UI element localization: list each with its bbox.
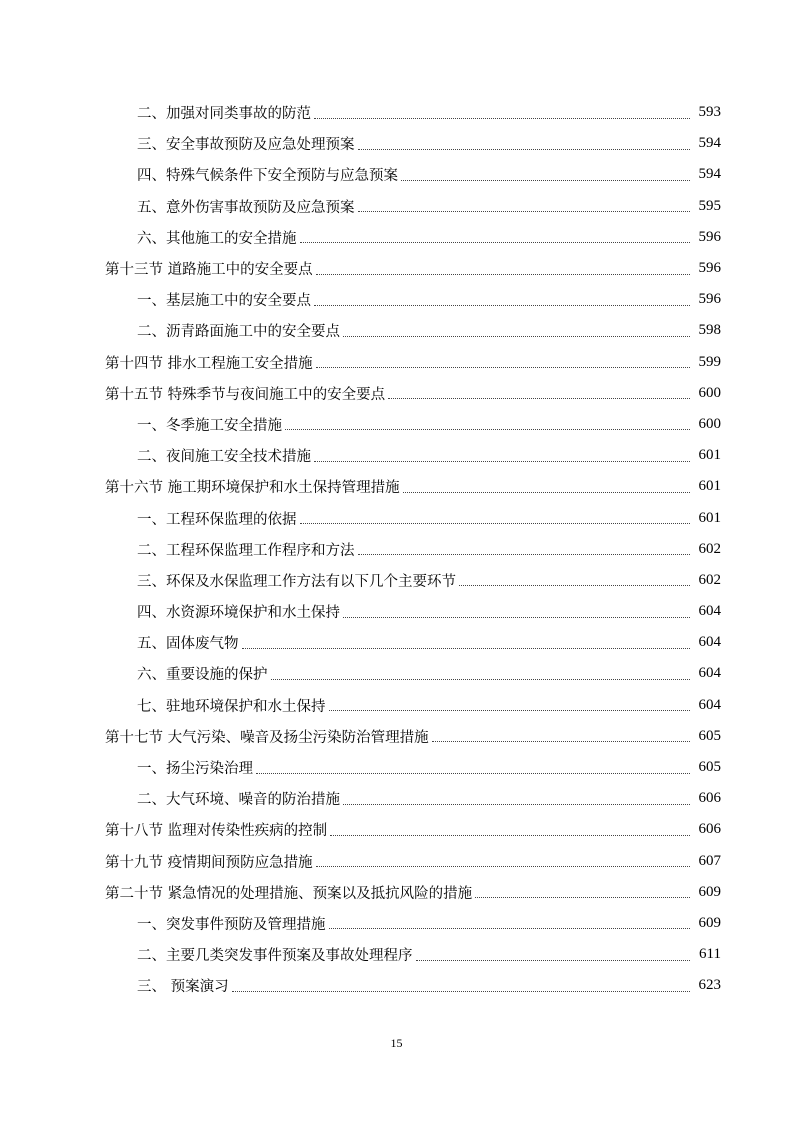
toc-entry-page: 606	[698, 821, 721, 838]
toc-subsection-entry[interactable]	[0, 565, 793, 596]
toc-entry-title: 二、沥青路面施工中的安全要点	[137, 324, 340, 341]
toc-entry-page: 594	[698, 166, 721, 183]
toc-section-entry[interactable]	[0, 253, 793, 284]
dot-leader	[388, 397, 690, 399]
toc-entry-page: 602	[698, 571, 721, 588]
toc-entry-title: 第十六节 施工期环境保护和水土保持管理措施	[105, 480, 400, 497]
toc-subsection-entry[interactable]	[0, 159, 793, 190]
dot-leader	[459, 584, 690, 586]
toc-subsection-entry[interactable]	[0, 970, 793, 1001]
toc-subsection-entry[interactable]	[0, 191, 793, 222]
toc-entry-title: 二、大气环境、噪音的防治措施	[137, 792, 340, 809]
dot-leader	[329, 709, 691, 711]
toc-subsection-entry[interactable]	[0, 502, 793, 533]
toc-entry-title: 四、特殊气候条件下安全预防与应急预案	[137, 168, 398, 185]
toc-entry-title: 一、工程环保监理的依据	[137, 511, 297, 528]
toc-section-entry[interactable]	[0, 877, 793, 908]
dot-leader	[271, 678, 691, 680]
dot-leader	[314, 460, 690, 462]
toc-section-entry[interactable]	[0, 721, 793, 752]
toc-subsection-entry[interactable]	[0, 690, 793, 721]
toc-subsection-entry[interactable]	[0, 128, 793, 159]
toc-entry-title: 一、冬季施工安全措施	[137, 417, 282, 434]
toc-subsection-entry[interactable]	[0, 752, 793, 783]
dot-leader	[314, 117, 690, 119]
toc-entry-page: 598	[698, 322, 721, 339]
dot-leader	[300, 522, 691, 524]
toc-subsection-entry[interactable]	[0, 939, 793, 970]
toc-entry-page: 609	[698, 883, 721, 900]
toc-subsection-entry[interactable]	[0, 315, 793, 346]
toc-entry-page: 605	[698, 759, 721, 776]
dot-leader	[416, 959, 691, 961]
dot-leader	[316, 366, 690, 368]
toc-entry-page: 604	[698, 634, 721, 651]
toc-section-entry[interactable]	[0, 378, 793, 409]
toc-subsection-entry[interactable]	[0, 222, 793, 253]
toc-entry-page: 596	[698, 260, 721, 277]
dot-leader	[401, 179, 690, 181]
toc-entry-title: 二、加强对同类事故的防范	[137, 106, 311, 123]
toc-entry-title: 第十七节 大气污染、噪音及扬尘污染防治管理措施	[105, 729, 429, 746]
toc-entry-title: 第十四节 排水工程施工安全措施	[105, 355, 313, 372]
toc-entry-page: 593	[698, 104, 721, 121]
dot-leader	[316, 865, 690, 867]
toc-entry-title: 五、意外伤害事故预防及应急预案	[137, 199, 355, 216]
toc-section-entry[interactable]	[0, 347, 793, 378]
toc-entry-page: 623	[698, 977, 721, 994]
toc-entry-title: 三、安全事故预防及应急处理预案	[137, 137, 355, 154]
dot-leader	[432, 740, 690, 742]
toc-subsection-entry[interactable]	[0, 783, 793, 814]
toc-entry-title: 三、环保及水保监理工作方法有以下几个主要环节	[137, 573, 456, 590]
toc-entry-title: 三、 预案演习	[137, 979, 229, 996]
toc-entry-page: 611	[699, 946, 721, 963]
dot-leader	[329, 927, 691, 929]
toc-entry-page: 604	[698, 665, 721, 682]
toc-subsection-entry[interactable]	[0, 409, 793, 440]
dot-leader	[343, 335, 690, 337]
dot-leader	[403, 491, 690, 493]
toc-entry-title: 二、夜间施工安全技术措施	[137, 449, 311, 466]
toc-entry-title: 第十五节 特殊季节与夜间施工中的安全要点	[105, 386, 386, 403]
toc-entry-title: 六、其他施工的安全措施	[137, 230, 297, 247]
toc-entry-page: 604	[698, 603, 721, 620]
dot-leader	[285, 428, 690, 430]
dot-leader	[330, 834, 690, 836]
toc-entry-title: 一、扬尘污染治理	[137, 761, 253, 778]
toc-subsection-entry[interactable]	[0, 908, 793, 939]
toc-entry-title: 一、基层施工中的安全要点	[137, 293, 311, 310]
toc-section-entry[interactable]	[0, 814, 793, 845]
toc-entry-title: 第二十节 紧急情况的处理措施、预案以及抵抗风险的措施	[105, 885, 473, 902]
toc-entry-page: 600	[698, 384, 721, 401]
dot-leader	[256, 772, 690, 774]
toc-entry-page: 601	[698, 478, 721, 495]
dot-leader	[314, 304, 690, 306]
toc-entry-title: 四、水资源环境保护和水土保持	[137, 605, 340, 622]
toc-section-entry[interactable]	[0, 471, 793, 502]
toc-entry-page: 609	[698, 914, 721, 931]
toc-entry-page: 595	[698, 197, 721, 214]
table-of-contents	[0, 97, 793, 1001]
toc-entry-page: 607	[698, 852, 721, 869]
dot-leader	[242, 647, 691, 649]
toc-entry-page: 596	[698, 228, 721, 245]
toc-entry-page: 606	[698, 790, 721, 807]
toc-section-entry[interactable]	[0, 846, 793, 877]
toc-entry-page: 604	[698, 696, 721, 713]
toc-subsection-entry[interactable]	[0, 627, 793, 658]
toc-entry-page: 594	[698, 135, 721, 152]
dot-leader	[358, 553, 691, 555]
toc-subsection-entry[interactable]	[0, 534, 793, 565]
toc-subsection-entry[interactable]	[0, 596, 793, 627]
dot-leader	[475, 896, 690, 898]
dot-leader	[343, 803, 690, 805]
toc-entry-page: 600	[698, 415, 721, 432]
toc-entry-title: 一、突发事件预防及管理措施	[137, 916, 326, 933]
toc-entry-page: 596	[698, 291, 721, 308]
page-number: 15	[390, 1036, 403, 1050]
toc-subsection-entry[interactable]	[0, 658, 793, 689]
toc-entry-title: 二、主要几类突发事件预案及事故处理程序	[137, 948, 413, 965]
dot-leader	[232, 990, 690, 992]
toc-entry-title: 五、固体废气物	[137, 636, 239, 653]
toc-entry-title: 第十八节 监理对传染性疾病的控制	[105, 823, 328, 840]
toc-entry-title: 七、驻地环境保护和水土保持	[137, 698, 326, 715]
toc-entry-page: 602	[698, 540, 721, 557]
toc-subsection-entry[interactable]	[0, 440, 793, 471]
toc-entry-title: 第十三节 道路施工中的安全要点	[105, 262, 313, 279]
toc-entry-page: 601	[698, 447, 721, 464]
toc-entry-title: 六、重要设施的保护	[137, 667, 268, 684]
toc-entry-page: 605	[698, 727, 721, 744]
toc-entry-title: 二、工程环保监理工作程序和方法	[137, 542, 355, 559]
dot-leader	[300, 241, 691, 243]
toc-entry-page: 599	[698, 353, 721, 370]
toc-entry-title: 第十九节 疫情期间预防应急措施	[105, 854, 313, 871]
dot-leader	[316, 273, 690, 275]
toc-subsection-entry[interactable]	[0, 97, 793, 128]
toc-subsection-entry[interactable]	[0, 284, 793, 315]
dot-leader	[358, 148, 691, 150]
dot-leader	[343, 616, 690, 618]
dot-leader	[358, 210, 691, 212]
toc-entry-page: 601	[698, 509, 721, 526]
